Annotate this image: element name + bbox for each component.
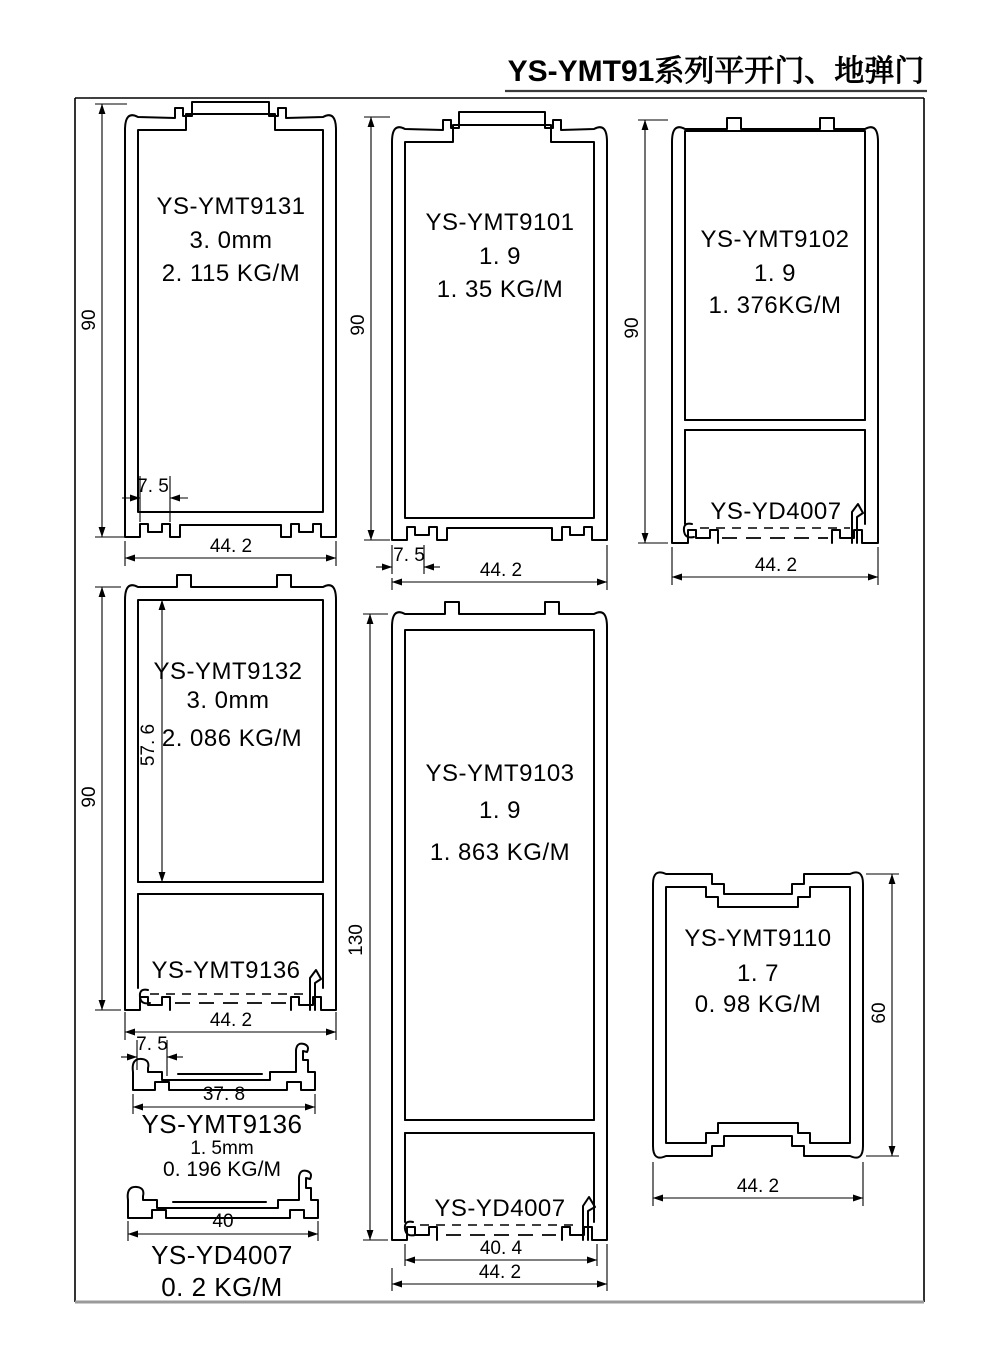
profile-ys-ymt9102-model-label: YS-YMT9102 — [700, 226, 850, 253]
dim-90: 90 — [348, 314, 369, 336]
profile-ys-ymt9110-model-label: YS-YMT9110 — [684, 925, 832, 952]
profile-ys-ymt9101-model-label: YS-YMT9101 — [425, 209, 575, 236]
dim-130: 130 — [346, 924, 367, 956]
profile-ys-ymt9102-insert-label: YS-YD4007 — [710, 498, 842, 525]
dim-57-6: 57. 6 — [138, 723, 159, 767]
profile-ys-ymt9110-thickness-label: 1. 7 — [736, 960, 780, 987]
dim-44-2: 44. 2 — [754, 555, 798, 576]
dim-44-2: 44. 2 — [209, 536, 253, 557]
dim-44-2: 44. 2 — [209, 1010, 253, 1031]
profile-ys-ymt9136-weight-label: 0. 196 KG/M — [163, 1158, 281, 1181]
profile-ys-ymt9132-insert-label: YS-YMT9136 — [151, 957, 301, 984]
profile-ys-ymt9136-model-label: YS-YMT9136 — [141, 1109, 303, 1139]
profile-ys-ymt9131-inner — [138, 114, 323, 512]
dim-7-5: 7. 5 — [137, 476, 169, 497]
profile-ys-ymt9131-outline — [125, 102, 336, 537]
dim-44-2: 44. 2 — [736, 1176, 780, 1197]
profile-ys-ymt9132-weight-label: 2. 086 KG/M — [161, 725, 303, 752]
profile-ys-ymt9101-group — [348, 112, 607, 590]
profile-ys-ymt9102-group — [622, 118, 878, 585]
profile-ys-ymt9131-model-label: YS-YMT9131 — [156, 193, 306, 220]
dim-40: 40 — [212, 1211, 234, 1232]
profile-ys-ymt9132-thickness-label: 3. 0mm — [186, 687, 270, 714]
profile-ys-ymt9103-group — [346, 602, 607, 1291]
profile-ys-ymt9131-group — [79, 102, 336, 566]
profile-ys-ymt9103-inner — [405, 630, 594, 1120]
profile-ys-ymt9136-small-group — [121, 1034, 315, 1181]
profile-ys-ymt9101-inner — [405, 125, 594, 518]
dim-60: 60 — [869, 1002, 890, 1024]
dim-37-8: 37. 8 — [202, 1084, 246, 1105]
profile-ys-ymt9101-thickness-label: 1. 9 — [478, 243, 522, 270]
profile-ys-ymt9101-weight-label: 1. 35 KG/M — [436, 276, 564, 303]
profile-ys-ymt9102-outline — [672, 118, 878, 543]
page-title: YS-YMT91系列平开门、地弹门 — [507, 55, 925, 88]
dim-90: 90 — [622, 317, 643, 339]
profile-ys-yd4007-model-label: YS-YD4007 — [151, 1240, 293, 1270]
profile-ys-ymt9132-model-label: YS-YMT9132 — [153, 658, 303, 685]
profile-ys-ymt9103-model-label: YS-YMT9103 — [425, 760, 575, 787]
profile-ys-ymt9136-thickness-label: 1. 5mm — [190, 1138, 254, 1159]
profile-ys-ymt9131-weight-label: 2. 115 KG/M — [161, 260, 301, 287]
profile-ys-ymt9110-group — [653, 872, 899, 1206]
profile-ys-ymt9101-outline — [392, 112, 607, 540]
dim-40-4: 40. 4 — [479, 1238, 523, 1259]
dim-7-5: 7. 5 — [136, 1034, 168, 1055]
profile-ys-ymt9103-thickness-label: 1. 9 — [478, 797, 522, 824]
profile-ys-ymt9103-insert-label: YS-YD4007 — [434, 1195, 566, 1222]
profile-ys-ymt9132-outline — [125, 575, 336, 1010]
profile-ys-ymt9131-thickness-label: 3. 0mm — [189, 227, 273, 254]
profile-ys-ymt9132-group — [79, 575, 336, 1040]
dim-90: 90 — [79, 309, 100, 331]
profile-ys-ymt9102-thickness-label: 1. 9 — [753, 260, 797, 287]
profile-ys-ymt9102-weight-label: 1. 376KG/M — [708, 292, 842, 319]
profile-ys-ymt9103-weight-label: 1. 863 KG/M — [429, 839, 571, 866]
profile-ys-yd4007-small-group — [128, 1171, 318, 1302]
profile-ys-ymt9103-outline — [392, 602, 607, 1240]
dim-44-2: 44. 2 — [479, 560, 523, 581]
profile-ys-yd4007-weight-label: 0. 2 KG/M — [161, 1272, 283, 1302]
dim-7-5: 7. 5 — [393, 545, 425, 566]
dim-44-2: 44. 2 — [478, 1262, 522, 1283]
dim-90: 90 — [79, 786, 100, 808]
profile-ys-ymt9110-weight-label: 0. 98 KG/M — [694, 991, 822, 1018]
